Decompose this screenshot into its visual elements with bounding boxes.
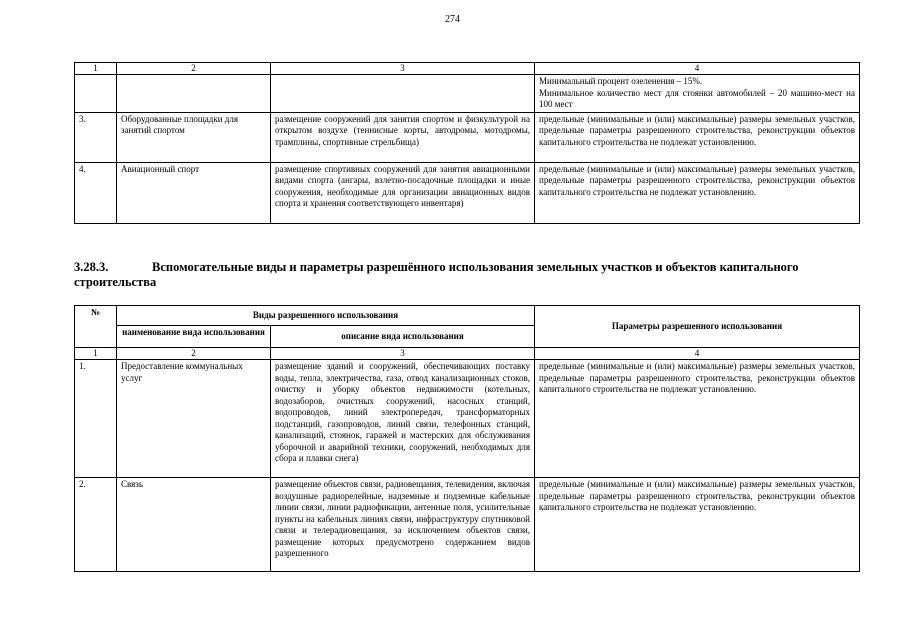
- use-description: размещение спортивных сооружений для занятия авиационными видами спорта (ангары, взлетно-посадочные площадки и иные сооружения, необходимые для организации авиационных видов спорта и хранения соответствующего инвентаря): [271, 162, 535, 223]
- header-group: Виды разрешенного использования: [117, 306, 535, 326]
- table-row: [75, 360, 860, 478]
- header-no: №: [75, 306, 117, 348]
- use-params: предельные (минимальные и (или) максимальные) размеры земельных участков, предельные параметры разрешенного строительства, реконструкции объектов капитального строительства не подлежат установлению.: [535, 162, 860, 223]
- col-num: 1: [75, 348, 117, 360]
- section-title: Вспомогательные виды и параметры разрешённого использования земельных участков и объектов капитального строительства: [74, 260, 799, 289]
- row-number: [75, 75, 117, 113]
- use-description: размещение зданий и сооружений, обеспечивающих поставку воды, тепла, электричества, газа, отвод канализационных стоков, очистку и уборку объектов недвижимости (котельных, водозаборов, очистных сооружений, насосных станций, водопроводов, линий электропередач, трансформаторных подстанций, газопроводов, линий связи, телефонных станций, канализаций, стоянок, гаражей и мастерских для обслуживания уборочной и аварийной техники, сооружений, необходимых для сбора и плавки снега): [271, 360, 535, 478]
- row-number: 4.: [75, 162, 117, 223]
- row-number: 1.: [75, 360, 117, 478]
- table-row: [75, 478, 860, 572]
- section-number: 3.28.3.: [74, 260, 109, 274]
- use-name: Предоставление коммунальных услуг: [117, 360, 271, 478]
- header-params: Параметры разрешенного использования: [535, 306, 860, 348]
- row-number: 3.: [75, 112, 117, 162]
- use-description: размещение объектов связи, радиовещания, телевидения, включая воздушные радиорелейные, надземные и подземные кабельные линии связи, линии радиофикации, антенные поля, усилительные пункты на кабельных линиях связи, инфраструктуру спутниковой связи и телерадиовещания, за исключением объектов связи, размещение которых предусмотрено содержанием видов разрешенного: [271, 478, 535, 572]
- table-row: [75, 162, 860, 223]
- use-description: [271, 75, 535, 113]
- table-auxiliary-params: [74, 305, 860, 572]
- page-number: 274: [445, 14, 460, 25]
- section-heading: [74, 260, 859, 290]
- use-name: [117, 75, 271, 113]
- header-desc: описание вида использования: [271, 326, 535, 348]
- use-name: Оборудованные площадки для занятий спортом: [117, 112, 271, 162]
- column-number-row: [75, 348, 860, 360]
- col-num: 2: [117, 348, 271, 360]
- use-params: предельные (минимальные и (или) максимальные) размеры земельных участков, предельные параметры разрешенного строительства, реконструкции объектов капитального строительства не подлежат установлению.: [535, 478, 860, 572]
- use-params: предельные (минимальные и (или) максимальные) размеры земельных участков, предельные параметры разрешенного строительства, реконструкции объектов капитального строительства не подлежат установлению.: [535, 360, 860, 478]
- col-num: 3: [271, 348, 535, 360]
- header-name: наименование вида использования: [117, 326, 271, 348]
- col-num: 3: [271, 63, 535, 75]
- col-num: 4: [535, 63, 860, 75]
- column-number-row: [75, 63, 860, 75]
- use-params: предельные (минимальные и (или) максимальные) размеры земельных участков, предельные параметры разрешенного строительства, реконструкции объектов капитального строительства не подлежат установлению.: [535, 112, 860, 162]
- use-name: Авиационный спорт: [117, 162, 271, 223]
- col-num: 1: [75, 63, 117, 75]
- col-num: 2: [117, 63, 271, 75]
- table-row: [75, 75, 860, 113]
- col-num: 4: [535, 348, 860, 360]
- use-params: Минимальный процент озеленения – 15%. Минимальное количество мест для стоянки автомобилей – 20 машино-мест на 100 мест: [535, 75, 860, 113]
- header-row: [75, 306, 860, 326]
- row-number: 2.: [75, 478, 117, 572]
- use-name: Связь: [117, 478, 271, 572]
- use-description: размещение сооружений для занятия спортом и физкультурой на открытом воздухе (теннисные корты, автодромы, мотодромы, трамплины, спортивные стрельбища): [271, 112, 535, 162]
- table-main-params: [74, 62, 860, 224]
- table-row: [75, 112, 860, 162]
